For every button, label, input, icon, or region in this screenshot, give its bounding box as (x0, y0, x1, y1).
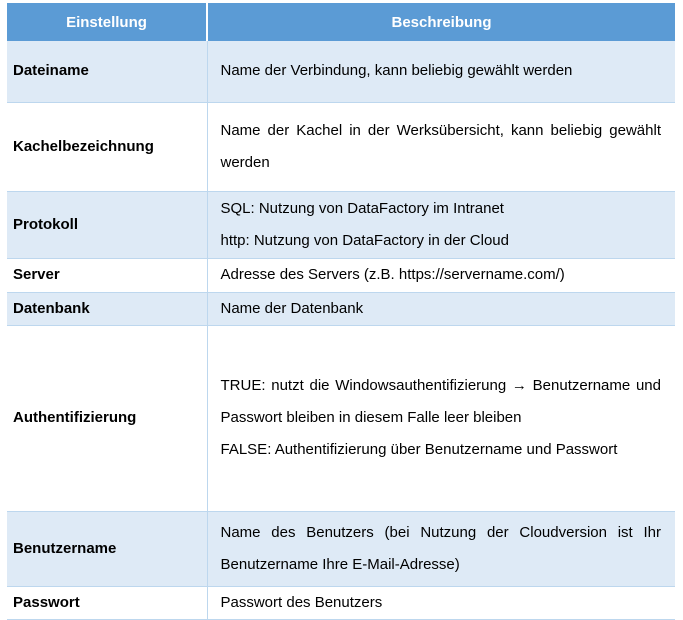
description-cell (207, 292, 675, 325)
setting-label: Benutzername (7, 511, 207, 586)
description-cell (207, 325, 675, 511)
description-paragraph: Name der Verbindung, kann beliebig gewählt werden (220, 62, 573, 80)
description-paragraph: Name der Kachel in der Werksübersicht, kann beliebig gewählt werden (220, 121, 661, 171)
description-paragraph: Name der Datenbank (220, 299, 364, 317)
setting-label: Protokoll (7, 191, 207, 258)
header-cell-einstellung: Einstellung (7, 3, 207, 41)
settings-table-container (7, 3, 675, 620)
description-cell (207, 258, 675, 292)
setting-label: Datenbank (7, 292, 207, 325)
description-paragraph: http: Nutzung von DataFactory in der Cloud (220, 231, 509, 249)
table-row-benutzername (7, 511, 675, 586)
setting-label: Server (7, 258, 207, 292)
description-cell (207, 586, 675, 619)
description-paragraph: FALSE: Authentifizierung über Benutzername und Passwort (220, 441, 618, 458)
table-row-dateiname (7, 41, 675, 102)
settings-table (7, 3, 675, 620)
table-row-protokoll (7, 191, 675, 258)
description-paragraph: Adresse des Servers (z.B. https://servername.com/) (220, 266, 565, 283)
table-row-kachelbezeichnung (7, 102, 675, 191)
description-cell (207, 191, 675, 258)
description-paragraph: Name des Benutzers (bei Nutzung der Cloudversion ist Ihr Benutzername Ihre E-Mail-Adresse) (220, 523, 661, 573)
table-row-server (7, 258, 675, 292)
table-row-authentifizierung (7, 325, 675, 511)
description-cell (207, 511, 675, 586)
table-header-row (7, 3, 675, 41)
description-paragraph: Passwort des Benutzers (220, 593, 383, 611)
description-cell (207, 102, 675, 191)
setting-label: Kachelbezeichnung (7, 102, 207, 191)
setting-label: Authentifizierung (7, 325, 207, 511)
description-paragraph: SQL: Nutzung von DataFactory im Intranet (220, 199, 504, 217)
table-row-datenbank (7, 292, 675, 325)
description-cell (207, 41, 675, 102)
setting-label: Passwort (7, 586, 207, 619)
table-row-passwort (7, 586, 675, 619)
description-paragraph: TRUE: nutzt die Windowsauthentifizierung → Benutzername und Passwort bleiben in diesem Falle leer bleiben (220, 377, 661, 426)
header-cell-beschreibung: Beschreibung (207, 3, 675, 41)
setting-label: Dateiname (7, 41, 207, 102)
